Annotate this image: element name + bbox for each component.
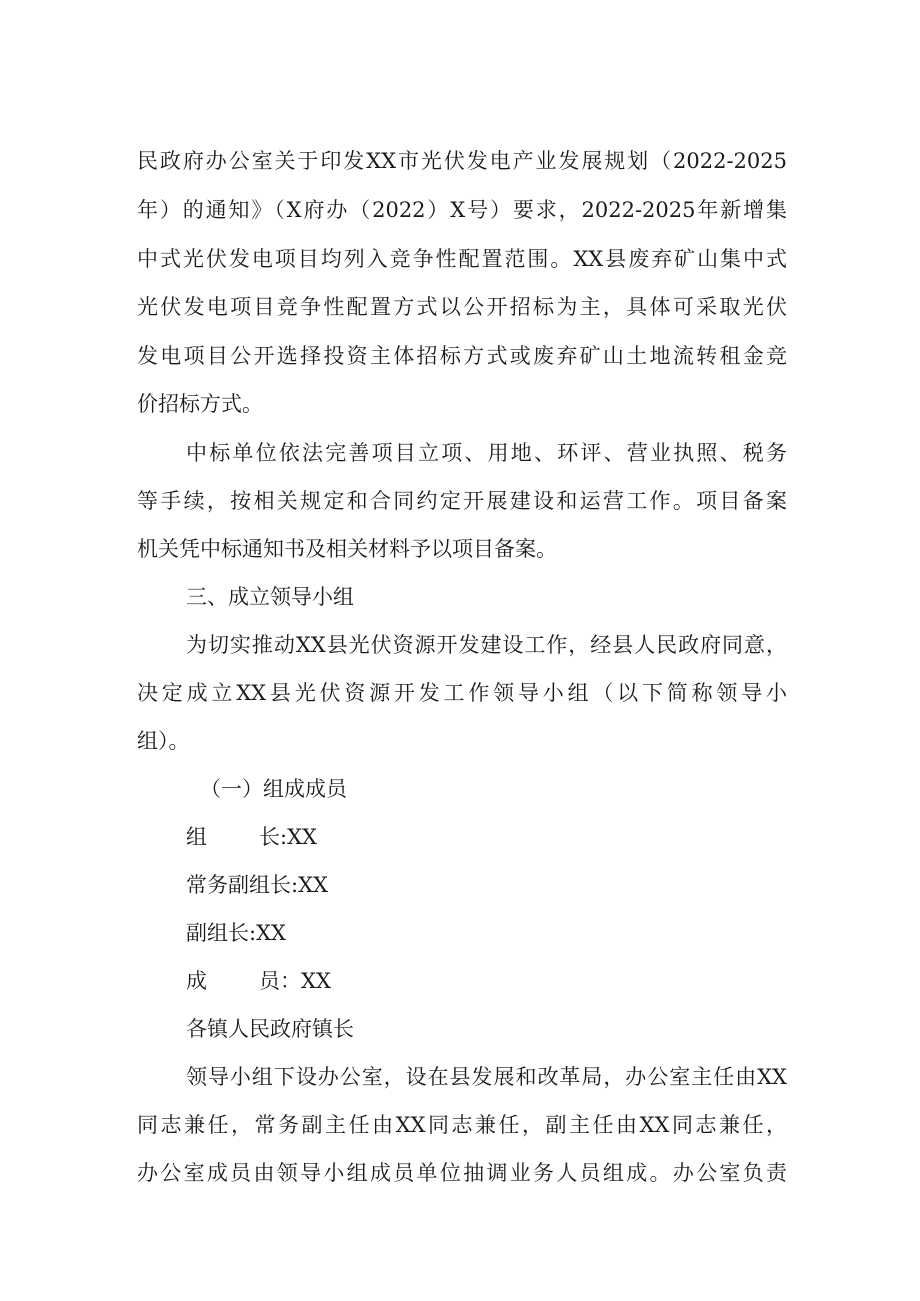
- member-row-deputy: [186, 909, 787, 957]
- member-value: :XX: [280, 825, 317, 849]
- section-heading: 三、成立领导小组: [186, 585, 354, 609]
- member-label: 成员: [186, 969, 280, 993]
- paragraph-line: 机关凭中标通知书及相关材料予以项目备案。: [137, 537, 557, 561]
- paragraph-line: 中式光伏发电项目均列入竞争性配置范围。XX县废弃矿山集中式: [137, 247, 787, 271]
- paragraph-line: 领导小组下设办公室，设在县发展和改革局，办公室主任由XX: [186, 1065, 787, 1089]
- sub-heading: （一）组成成员: [200, 777, 347, 801]
- member-row-members: [186, 957, 787, 1005]
- paragraph-line: 发电项目公开选择投资主体招标方式或废弃矿山土地流转租金竞: [137, 344, 787, 368]
- member-label: 副组长: [186, 921, 249, 945]
- member-value: :XX: [291, 873, 328, 897]
- paragraph-line: 中标单位依法完善项目立项、用地、环评、营业执照、税务: [186, 441, 787, 465]
- member-label: 常务副组长: [186, 873, 291, 897]
- member-value: ：XX: [280, 969, 331, 993]
- member-label: 组长: [186, 825, 280, 849]
- paragraph-line: 年）的通知》（X府办（2022）X号）要求，2022-2025年新增集: [137, 198, 787, 222]
- member-row-exec-deputy: [186, 861, 787, 909]
- paragraph-line: 光伏发电项目竞争性配置方式以公开招标为主，具体可采取光伏: [137, 295, 787, 319]
- paragraph-line: 办公室成员由领导小组成员单位抽调业务人员组成。办公室负责: [137, 1161, 787, 1185]
- member-row-leader: [186, 813, 787, 861]
- member-row-towns: 各镇人民政府镇长: [186, 1017, 354, 1041]
- paragraph-line: 组）。: [137, 729, 190, 753]
- paragraph-line: 决定成立XX县光伏资源开发工作领导小组（以下简称领导小: [137, 681, 787, 705]
- paragraph-line: 民政府办公室关于印发XX市光伏发电产业发展规划（2022-2025: [137, 149, 787, 173]
- paragraph-line: 同志兼任，常务副主任由XX同志兼任，副主任由XX同志兼任，: [137, 1113, 787, 1137]
- paragraph-line: 等手续，按相关规定和合同约定开展建设和运营工作。项目备案: [137, 489, 787, 513]
- paragraph-line: 价招标方式。: [137, 392, 263, 416]
- paragraph-line: 为切实推动XX县光伏资源开发建设工作，经县人民政府同意，: [186, 633, 787, 657]
- member-value: :XX: [249, 921, 286, 945]
